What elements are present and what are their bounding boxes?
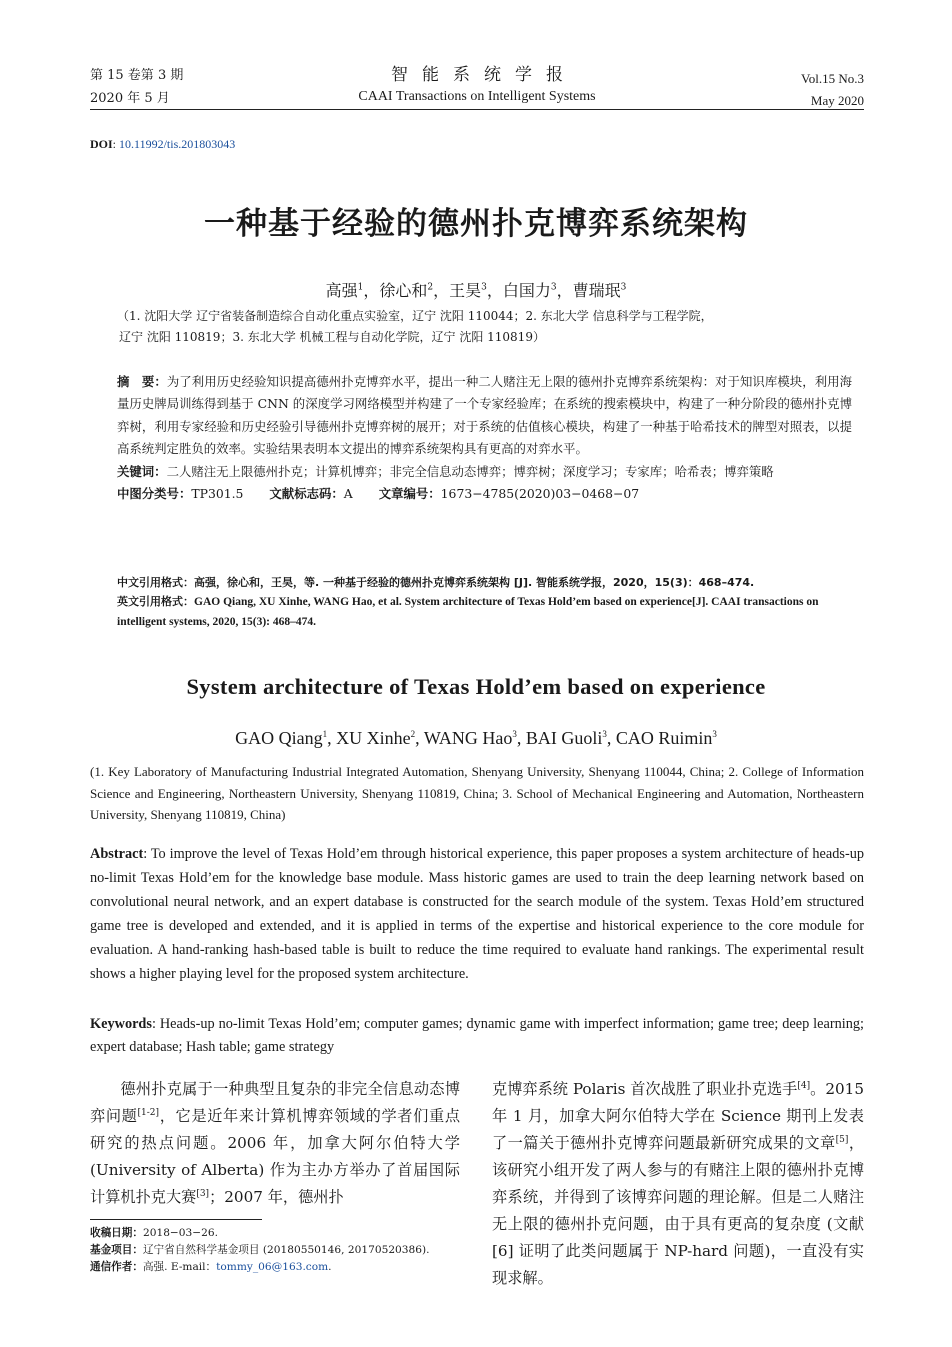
body-text: ，它是近年来计算机博弈领域的学者们重点研究的热点问题。2006 年，加拿大阿尔伯特大学 (University of Alberta) 作为主办方举办了首届国际计算机扑克大赛 [90, 1107, 461, 1206]
fund-value: 辽宁省自然科学基金项目 (20180550146, 20170520386). [142, 1244, 430, 1256]
body-text: 德州扑克属于一种典型且复杂的非完全信息动态博弈问题 [90, 1080, 460, 1125]
received-value: 2018−03−26. [142, 1227, 219, 1239]
title-en: System architecture of Texas Hold’em based on experience [186, 674, 766, 699]
author-sup: 1 [357, 282, 364, 293]
authors-en: GAO Qiang$^1$, XU Xinhe$^2$, WANG Hao$^3$, BAI Guoli$^3$, CAO Ruimin$^3$ [235, 728, 717, 748]
citation-en-label: 英文引用格式： [117, 595, 194, 608]
body-paragraph [90, 1076, 460, 1211]
author-en: XU Xinhe [336, 728, 411, 748]
journal-name-cn: 智能系统学报 [391, 65, 577, 85]
journal-name-en: CAAI Transactions on Intelligent Systems [358, 89, 596, 104]
citation-ref[interactable]: [3] [196, 1188, 210, 1199]
received-label: 收稿日期： [90, 1227, 143, 1239]
doccode-label: 文献标志码： [269, 486, 344, 502]
citation-block [117, 573, 852, 632]
doi-line: DOI: 10.11992/tis.201803043 [90, 137, 236, 151]
author-en: WANG Hao [423, 728, 513, 748]
volume-cn: 第 15 卷第 3 期 [90, 68, 184, 83]
articleno-value: 1673−4785(2020)03−0468−07 [440, 486, 640, 502]
abstract-cn-paragraph [117, 371, 852, 461]
keywords-en-text: : Heads-up no-limit Texas Hold’em; computer games; dynamic game with imperfect information; game tree; deep learning; expert database; Hash table; game strategy [90, 1016, 864, 1055]
abstract-en-label: Abstract [90, 846, 144, 862]
author-sup: 1 [322, 729, 328, 739]
header-right [801, 68, 864, 112]
author-sup: 3 [712, 729, 717, 739]
footnote-divider [90, 1219, 262, 1220]
header-divider [90, 109, 864, 110]
abstract-en [90, 842, 864, 986]
volume-en: Vol.15 No.3 [801, 71, 864, 86]
abstract-cn [117, 371, 852, 505]
citation-en [117, 592, 852, 632]
body-column-right [492, 1076, 864, 1292]
citation-cn-label: 中文引用格式： [117, 576, 194, 589]
affiliation-cn-line: 辽宁 沈阳 110819；3. 东北大学 机械工程与自动化学院，辽宁 沈阳 110819） [119, 330, 545, 344]
body-paragraph [492, 1076, 864, 1292]
date-en: May 2020 [810, 93, 864, 108]
received-date [90, 1225, 470, 1242]
affiliation-cn-line: （1. 沈阳大学 辽宁省装备制造综合自动化重点实验室，辽宁 沈阳 110044；2. 东北大学 信息科学与工程学院， [117, 309, 713, 323]
citation-ref[interactable]: [4] [797, 1080, 811, 1091]
citation-en-text: GAO Qiang, XU Xinhe, WANG Hao, et al. System architecture of Texas Hold’em based on experience[J]. CAAI transactions on intelligent systems, 2020, 15(3): 468–474. [117, 596, 819, 628]
keywords-cn-text: 二人赌注无上限德州扑克；计算机博弈；非完全信息动态博弈；博弈树；深度学习；专家库；哈希表；博弈策略 [166, 463, 774, 479]
author-cn: 高强 [325, 281, 358, 300]
corr-label: 通信作者： [90, 1261, 143, 1273]
doi-label: DOI [90, 137, 113, 151]
corresponding-author [90, 1259, 470, 1276]
fund-info [90, 1242, 470, 1259]
author-en: GAO Qiang [235, 728, 323, 748]
keywords-en-label: Keywords [90, 1016, 152, 1032]
body-text: 。2015 年 1 月，加拿大阿尔伯特大学在 Science 期刊上发表了一篇关于德州扑克博弈问题最新研究成果的文章 [492, 1080, 864, 1152]
author-cn: 王昊 [449, 281, 482, 300]
citation-ref[interactable]: [5] [835, 1134, 849, 1145]
author-en: BAI Guoli [525, 728, 603, 748]
classification-line [117, 483, 852, 505]
author-sup: 2 [427, 282, 434, 293]
abstract-cn-label: 摘 要： [117, 374, 167, 389]
doi-link[interactable]: 10.11992/tis.201803043 [119, 137, 236, 151]
page-header [90, 64, 864, 110]
author-sup: 3 [620, 282, 627, 293]
author-cn: 曹瑞珉 [572, 281, 621, 300]
author-cn: 白国力 [502, 281, 551, 300]
body-text: ；2007 年，德州扑 [209, 1188, 344, 1206]
corr-value: 高强. E-mail： [142, 1261, 217, 1273]
doccode-value: A [343, 486, 353, 502]
author-cn: 徐心和 [379, 281, 428, 300]
body-column-left [90, 1076, 460, 1211]
articleno-label: 文章编号： [378, 486, 441, 502]
class-value: TP301.5 [191, 486, 244, 502]
author-sup: 3 [481, 282, 487, 293]
citation-ref[interactable]: [1-2] [137, 1107, 160, 1118]
fund-label: 基金项目： [90, 1244, 143, 1256]
author-sup: 3 [602, 729, 607, 739]
keywords-en [90, 1013, 864, 1059]
class-label: 中图分类号： [117, 486, 192, 502]
keywords-cn [117, 461, 852, 483]
affiliation-en: (1. Key Laboratory of Manufacturing Industrial Integrated Automation, Shenyang University, Shenyang 110044, China; 2. College of Information Science and Engineering, Northeastern University, Shenyang 110819, China; 3. School of Mechanical Engineering and Automation, Northeastern University, Shenyang 110819, China) [90, 764, 864, 822]
email-link[interactable]: tommy_06@163.com [216, 1261, 329, 1273]
body-text: 克博弈系统 Polaris 首次战胜了职业扑克选手 [492, 1080, 798, 1098]
email-end: . [328, 1261, 332, 1273]
header-center [90, 64, 864, 108]
body-text: ，该研究小组开发了两人参与的有赌注上限的德州扑克博弈系统，并得到了该博弈问题的理论解。但是二人赌注无上限的德州扑克问题，由于具有更高的复杂度 (文献 [6] 证明了此类问题属于 NP-hard 问题)，一直没有实现求解。 [492, 1134, 865, 1287]
date-cn: 2020 年 5 月 [90, 91, 170, 106]
author-sup: 2 [410, 729, 416, 739]
citation-cn-text: 高强，徐心和，王昊，等. 一种基于经验的德州扑克博弈系统架构 [J]. 智能系统学报，2020，15(3)：468–474. [194, 576, 755, 589]
title-cn: 一种基于经验的德州扑克博弈系统架构 [204, 206, 748, 242]
authors-cn: 高强$^1$，徐心和$^2$，王昊$^3$，白国力$^3$，曹瑞珉$^3$ [325, 281, 627, 300]
abstract-en-text: : To improve the level of Texas Hold’em through historical experience, this paper proposes a system architecture of heads-up no-limit Texas Hold’em for the knowledge base module. Mass historic games are used to train the deep learning network based on convolutional neural network, and an expert database is constructed for the search module of the system. Texas Hold’em structured game tree is developed and extended, and it is applied in terms of the expertise and historical experience to the core module for evaluation. A hand-ranking hash-based table is built to reduce the time required to evaluate hand rankings. The experimental result shows a higher playing level for the proposed system architecture. [90, 846, 864, 982]
citation-cn [117, 573, 852, 592]
keywords-cn-label: 关键词： [117, 463, 167, 479]
abstract-cn-text: 为了利用历史经验知识提高德州扑克博弈水平，提出一种二人赌注无上限的德州扑克博弈系统架构：对于知识库模块，利用海量历史牌局训练得到基于 CNN 的深度学习网络模型并构建了一个专家经验库；在系统的搜索模块中，构建了一种分阶段的德州扑克博弈树，利用专家经验和历史经验引导德州扑克博弈树的展开；对于系统的估值核心模块，构建了一种基于哈希技术的牌型对照表，以提高系统判定胜负的效率。实验结果表明本文提出的博弈系统架构具有更高的对弈水平。 [117, 374, 853, 457]
author-sup: 3 [512, 729, 517, 739]
affiliation-cn [117, 306, 852, 348]
author-en: CAO Ruimin [615, 728, 713, 748]
footnotes [90, 1225, 470, 1276]
author-sup: 3 [550, 282, 557, 293]
